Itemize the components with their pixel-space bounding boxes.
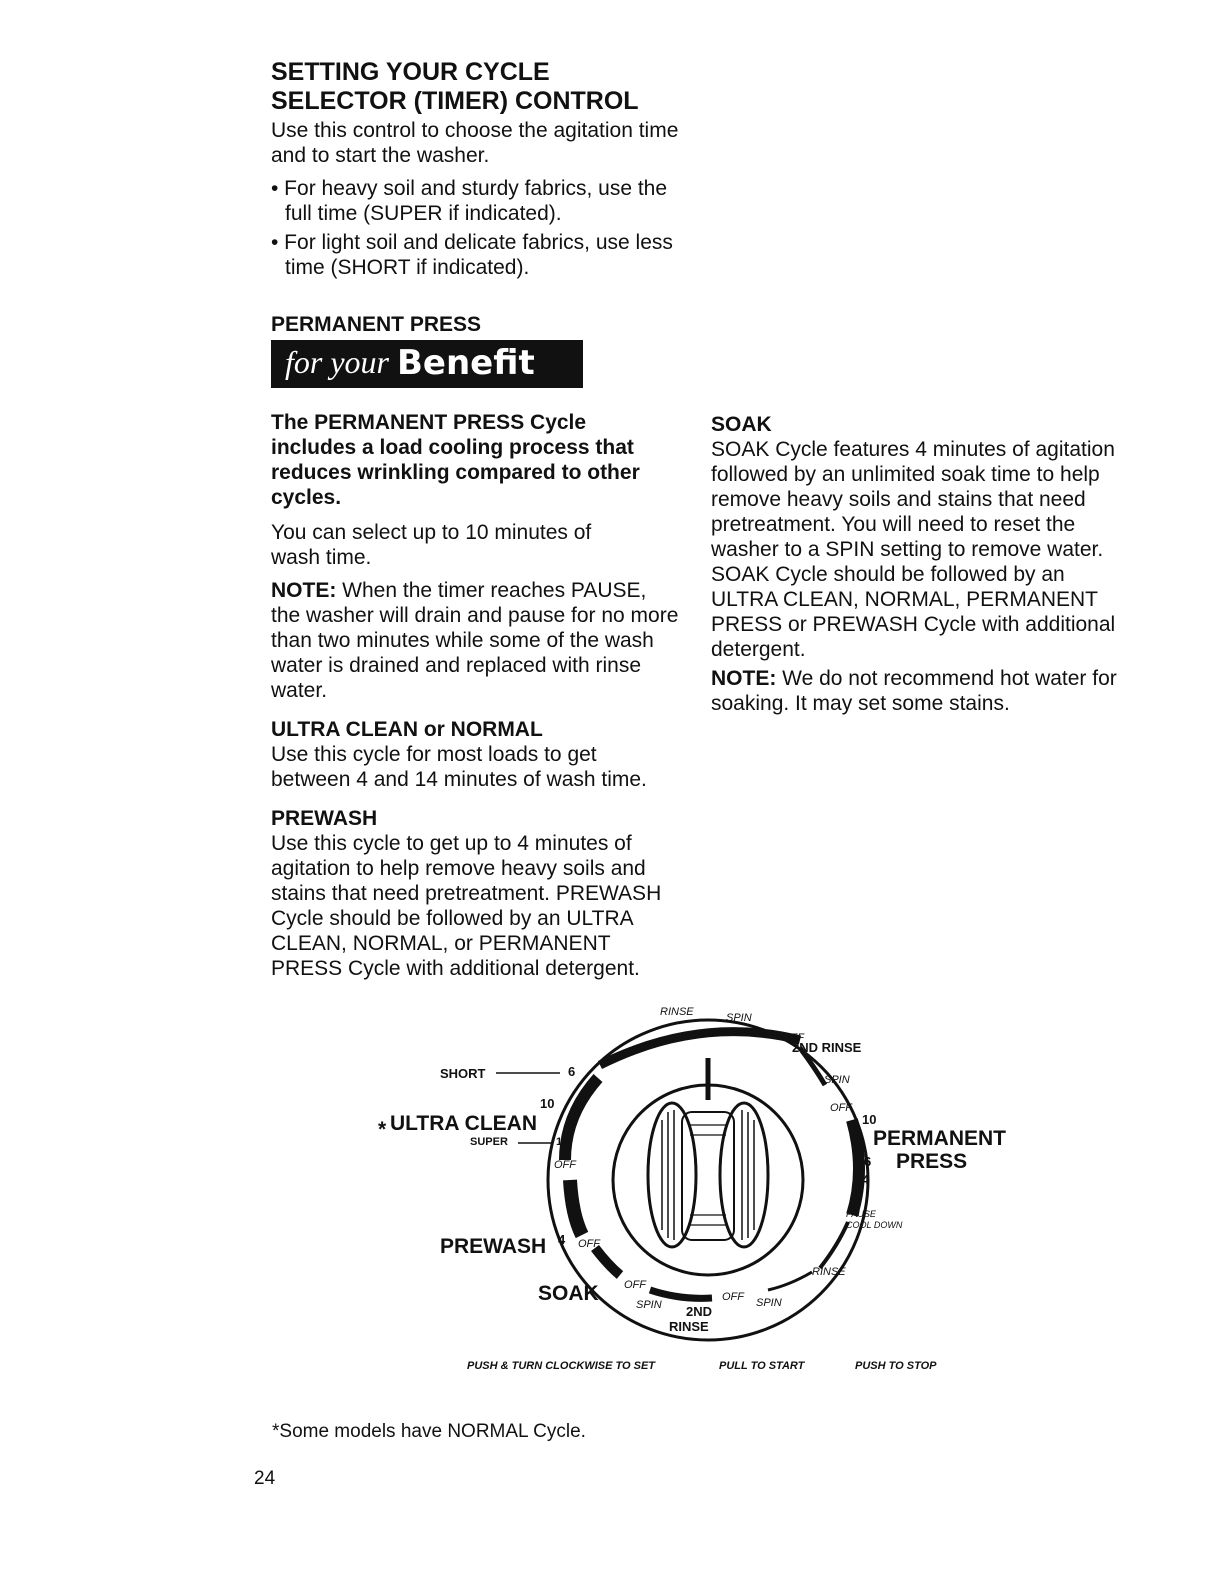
dial-label-off-right: OFF [830,1102,852,1114]
soak-arc [595,1248,620,1275]
ultra-clean-heading: ULTRA CLEAN or NORMAL [271,718,543,741]
ultra-clean-text: Use this cycle for most loads to get between 4 and 14 minutes of wash time. [271,743,647,791]
instruction-pull-start: PULL TO START [719,1360,805,1372]
instruction-push-turn: PUSH & TURN CLOCKWISE TO SET [467,1360,656,1372]
bottom-spin-arc [650,1290,712,1298]
cool-down-arc [820,1222,848,1268]
knob-left-lobe [648,1103,696,1247]
bullet-heavy-soil: • For heavy soil and sturdy fabrics, use the full time (SUPER if indicated). [271,177,668,225]
soak-note-label: NOTE: [711,667,777,690]
dial-label-spin-bottom: SPIN [636,1299,662,1311]
dial-label-rinse-right: RINSE [812,1266,846,1278]
dial-label-prewash: PREWASH [440,1235,547,1258]
dial-label-prewash-4: 4 [558,1232,566,1247]
soak-heading: SOAK [711,413,772,436]
dial-label-perm-4: 4 [862,1172,870,1187]
permanent-press-bold-text: The PERMANENT PRESS Cycle includes a load cooling process that reduces wrinkling compared to other cycles. [271,411,640,509]
prewash-arc [570,1180,582,1235]
intro-text: Use this control to choose the agitation time and to start the washer. [271,119,679,167]
benefit-word: Benefit [397,342,535,383]
dial-label-short-6: 6 [568,1064,576,1079]
dial-label-rinse-top: RINSE [660,1006,694,1018]
note-label: NOTE: [271,579,337,602]
permanent-press-text: You can select up to 10 minutes of wash time. [271,521,592,569]
dial-label-off-prewash: OFF [578,1238,600,1250]
dial-label-spin-right: SPIN [824,1074,850,1086]
rinse-spin-top-arc [600,1032,800,1065]
permanent-press-arc [852,1120,859,1215]
title-line-1: SETTING YOUR CYCLE [271,58,550,86]
footnote: *Some models have NORMAL Cycle. [272,1421,586,1442]
dial-label-permanent: PERMANENT [873,1127,1007,1150]
dial-label-perm-6: 6 [864,1154,872,1169]
dial-label-off-bottom-right: OFF [722,1291,744,1303]
bullet-light-soil: • For light soil and delicate fabrics, use less time (SHORT if indicated). [271,231,673,279]
dial-label-soak: SOAK [538,1282,599,1305]
soak-text: SOAK Cycle features 4 minutes of agitation followed by an unlimited soak time to help remove heavy soils and stains that need pretreatment. You will need to reset the washer to a SPIN setting to remove water. SOAK Cycle should be followed by an ULTRA CLEAN, NORMAL, PERMANENT PRESS or PREWASH Cycle with additional detergent. [711,438,1116,661]
dial-label-spin-top: SPIN [726,1012,752,1024]
permanent-press-heading: PERMANENT PRESS [271,313,482,336]
dial-label-super: SUPER [470,1136,508,1148]
page-number: 24 [254,1468,276,1489]
dial-label-ultra-clean: ULTRA CLEAN [390,1112,537,1135]
dial-label-2nd-rinse: 2ND RINSE [792,1040,862,1055]
dial-label-ultra-10: 10 [540,1096,555,1111]
knob-right-lobe [720,1103,768,1247]
dial-knob [648,1103,768,1247]
ultra-clean-arc [565,1078,598,1160]
rinse-right-arc [768,1272,812,1290]
soak-note-text: We do not recommend hot water for soaking. It may set some stains. [711,667,1117,715]
dial-label-perm-10: 10 [862,1112,877,1127]
note-text: When the timer reaches PAUSE, the washer will drain and pause for no more than two minutes while some of the wash water is drained and replaced with rinse water. [271,579,679,702]
benefit-script-text: for your [285,344,389,380]
dial-label-short: SHORT [440,1066,486,1081]
title-line-2: SELECTOR (TIMER) CONTROL [271,87,639,115]
dial-inner-circle [613,1085,803,1275]
dial-label-super-14: 14 [556,1136,569,1148]
dial-label-off-bottom: OFF [624,1279,646,1291]
dial-label-asterisk: * [378,1118,387,1141]
dial-label-pause: PAUSE [846,1209,876,1219]
prewash-heading: PREWASH [271,807,378,830]
dial-label-off-left: OFF [554,1159,576,1171]
dial-label-spin-bottom-right: SPIN [756,1297,782,1309]
dial-label-rinse-bottom: RINSE [669,1319,709,1334]
dial-label-press: PRESS [896,1150,968,1173]
prewash-text: Use this cycle to get up to 4 minutes of agitation to help remove heavy soils and stains that need pretreatment. PREWASH Cycle should be followed by an ULTRA CLEAN, NORMAL, or PERMANENT PRESS Cycle with additional detergent. [271,832,662,980]
dial-label-2nd-bottom: 2ND [686,1304,713,1319]
dial-label-cool-down: COOL DOWN [846,1220,903,1230]
instruction-push-stop: PUSH TO STOP [855,1360,937,1372]
dial-label-off-top: OFF [782,1032,804,1044]
